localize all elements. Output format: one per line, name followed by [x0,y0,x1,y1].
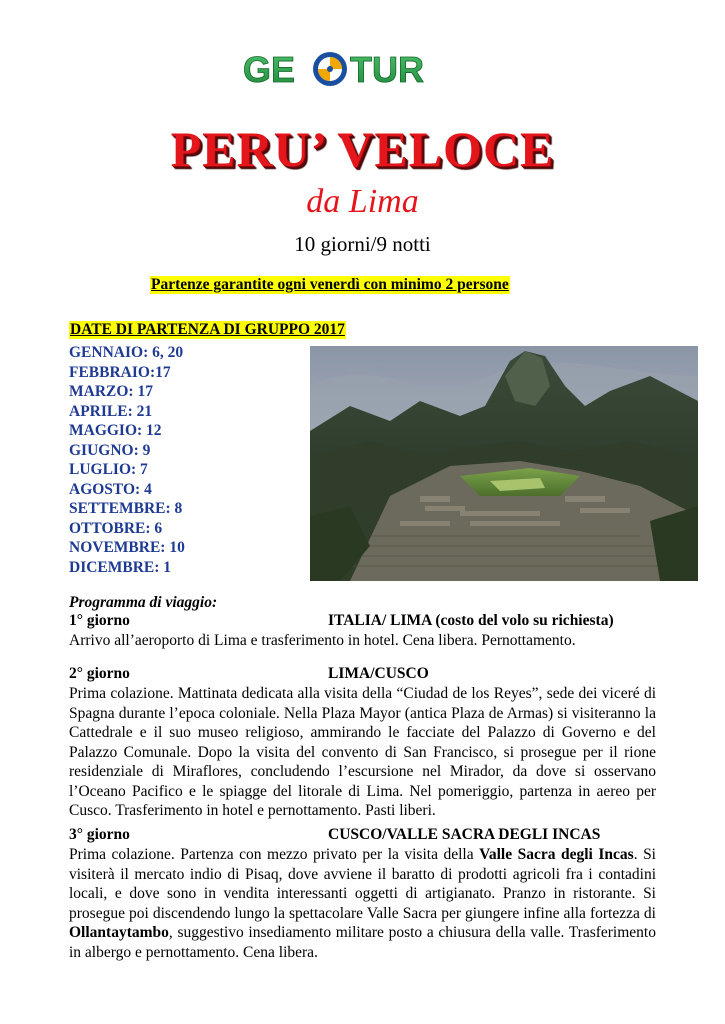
date-item: SETTEMBRE: 8 [69,500,183,517]
date-item: NOVEMBRE: 10 [69,539,185,556]
date-item: OTTOBRE: 6 [69,519,163,537]
date-item: GENNAIO: 6, 20 [69,344,184,361]
date-item: DICEMBRE: 1 [69,558,172,576]
globe-icon [313,52,347,86]
day-3-number: 3° giorno [69,826,130,843]
page-title: PERU’ VELOCE [170,121,555,177]
date-item: APRILE: 21 [69,402,153,420]
guarantee-note: Partenze garantite ogni venerdì con minimo 2 persone [151,276,509,293]
day-1-description: Arrivo all’aeroporto di Lima e trasferimento in hotel. Cena libera. Pernottamento. [69,632,576,649]
dates-heading: DATE DI PARTENZA DI GRUPPO 2017 [70,321,345,338]
dates-list [69,343,185,577]
date-item: MAGGIO: 12 [69,422,162,439]
trip-duration: 10 giorni/9 notti [294,232,431,256]
logo-text-right: TUR [350,49,424,89]
machu-picchu-photo [310,346,698,581]
logo-text-left: GE [243,49,296,89]
program-title: Programma di viaggio: [69,594,218,611]
date-item: MARZO: 17 [69,383,153,400]
geotur-logo [243,49,463,89]
day-2-description: Prima colazione. Mattinata dedicata alla visita della “Ciudad de los Reyes”, sede dei viceré di Spagna durante l’epoca coloniale. Nella Plaza Mayor (antica Plaza de Armas) si visiteranno la Cattedrale e il suo museo religioso, ammirando le facciate del Palazzo di Governo e del Palazzo Comunale. Dopo la visita del convento di San Francisco, si prosegue per il rione residenziale di Miraflores, concludendo l’escursione nel Mirador, da dove si osservano l’Oceano Pacifico e le spiagge del litorale di Lima. Nel pomeriggio, partenza in aereo per Cusco. Trasferimento in hotel e pernottamento. Pasti liberi. [69,685,656,819]
day-1-number: 1° giorno [69,612,130,629]
day-1-heading: ITALIA/ LIMA (costo del volo su richiesta) [328,612,614,629]
date-item: AGOSTO: 4 [69,480,152,498]
page-subtitle: da Lima [306,183,419,220]
day-3-description: Prima colazione. Partenza con mezzo privato per la visita della Valle Sacra degli Incas. Si visiterà il mercato indio di Pisaq, dove avviene il baratto di prodotti agricoli fra i contadini locali, e dove sono in vendita interessanti oggetti di artigianato. Pranzo in ristorante. Si prosegue poi discendendo lungo la spettacolare Valle Sacra per giungere infine alla fortezza di Ollantaytambo, suggestivo insediamento militare posto a chiusura della valle. Trasferimento in albergo e pernottamento. Cena libera. [69,846,656,961]
day-2-heading: LIMA/CUSCO [328,665,429,682]
date-item: GIUGNO: 9 [69,441,151,459]
geotur-logo-graphic [243,49,463,89]
day-2-number: 2° giorno [69,665,130,682]
date-item: LUGLIO: 7 [69,461,148,478]
day-3-heading: CUSCO/VALLE SACRA DEGLI INCAS [328,826,601,843]
date-item: FEBBRAIO:17 [69,363,171,381]
